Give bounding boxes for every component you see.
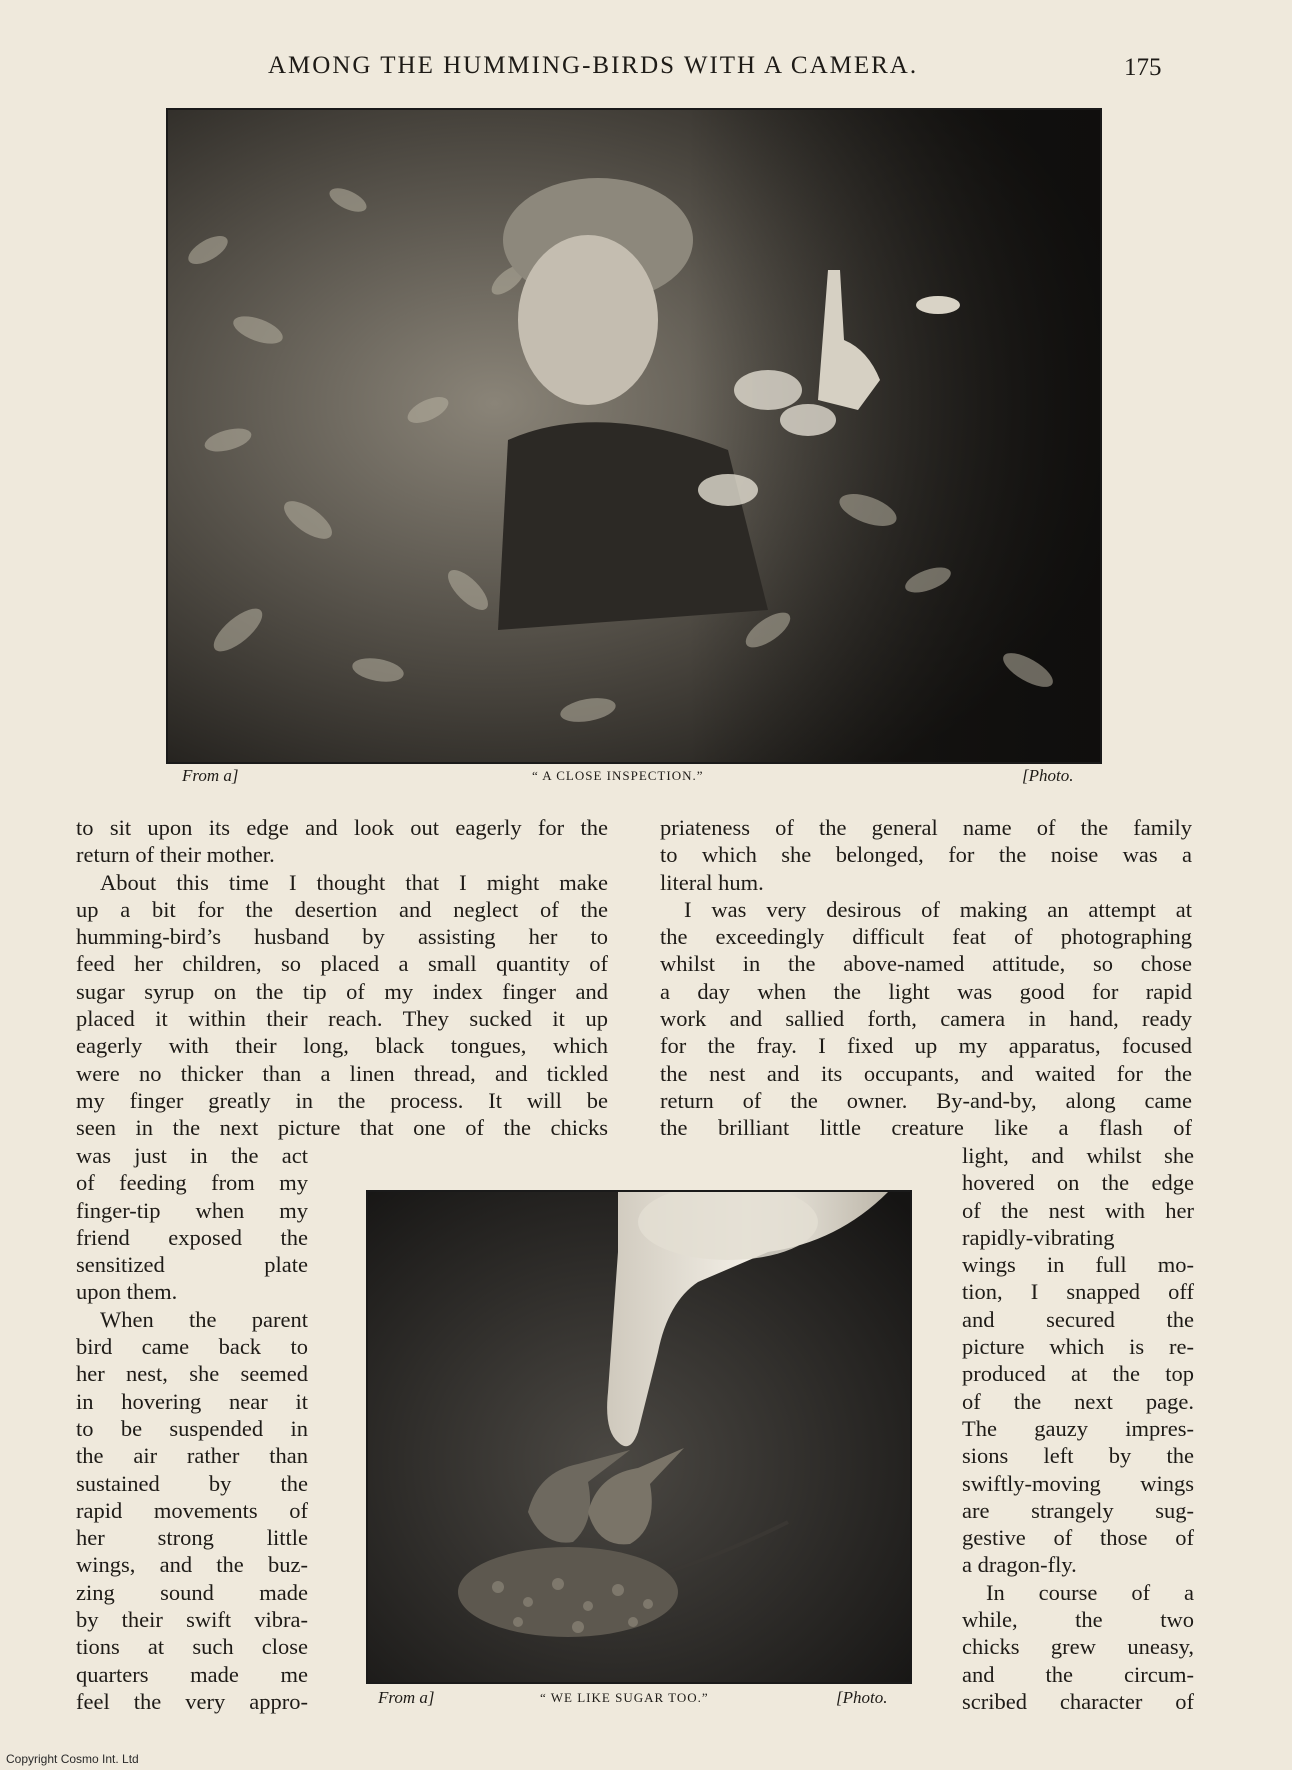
text-line: hovered on the edge <box>962 1170 1194 1196</box>
text-line: to be suspended in <box>76 1415 308 1441</box>
figure1-caption-title: “ A CLOSE INSPECTION.” <box>532 768 704 783</box>
text-line: feed her children, so placed a small quantity of <box>76 951 608 977</box>
text-line: chicks grew uneasy, <box>962 1634 1194 1660</box>
text-line: upon them. <box>76 1279 178 1305</box>
text-line: The gauzy impres- <box>962 1415 1194 1441</box>
text-line: to sit upon its edge and look out eagerly for the <box>76 815 608 840</box>
text-line: was just in the act <box>76 1143 308 1168</box>
text-line: zing sound made <box>76 1579 308 1605</box>
text-line: sugar syrup on the tip of my index finger and <box>76 978 608 1004</box>
text-line: rapid movements of <box>76 1497 308 1523</box>
text-line: In course of a <box>986 1579 1194 1605</box>
text-line: whilst in the above-named attitude, so chose <box>660 951 1192 977</box>
text-line: were no thicker than a linen thread, and tickled <box>76 1060 608 1086</box>
text-line: the brilliant little creature like a flash of <box>660 1115 1192 1141</box>
text-line: to which she belonged, for the noise was a <box>660 842 1192 868</box>
text-line: and the circum- <box>962 1661 1194 1687</box>
text-line: seen in the next picture that one of the chicks <box>76 1115 608 1141</box>
text-line: When the parent <box>100 1306 308 1332</box>
text-line: for the fray. I fixed up my apparatus, focused <box>660 1033 1192 1059</box>
text-line: my finger greatly in the process. It will be <box>76 1087 608 1113</box>
text-line: light, and whilst she <box>962 1143 1194 1168</box>
copyright-notice: Copyright Cosmo Int. Ltd <box>6 1752 139 1766</box>
text-line: of feeding from my <box>76 1170 308 1196</box>
text-line: I was very desirous of making an attempt at <box>684 896 1192 922</box>
text-line: feel the very appro- <box>76 1688 308 1714</box>
text-line: placed it within their reach. They sucked it up <box>76 1006 608 1032</box>
text-line: rapidly-vibrating <box>962 1224 1115 1250</box>
text-line: tions at such close <box>76 1634 308 1660</box>
text-line: by their swift vibra- <box>76 1607 308 1633</box>
text-line: scribed character of <box>962 1688 1194 1714</box>
left-narrow-text <box>76 1142 308 1715</box>
running-title: AMONG THE HUMMING-BIRDS WITH A CAMERA. <box>268 52 919 79</box>
text-line: tion, I snapped off <box>962 1279 1194 1305</box>
text-line: friend exposed the <box>76 1224 308 1250</box>
figure2-caption-title: “ WE LIKE SUGAR TOO.” <box>540 1690 709 1705</box>
right-narrow-text <box>962 1142 1194 1715</box>
text-line: About this time I thought that I might make <box>100 869 608 895</box>
text-line: gestive of those of <box>962 1525 1194 1551</box>
text-line: sustained by the <box>76 1470 308 1496</box>
text-line: bird came back to <box>76 1334 308 1360</box>
text-line: sions left by the <box>962 1443 1194 1469</box>
text-line: humming-bird’s husband by assisting her to <box>76 924 608 950</box>
text-line: wings, and the buz- <box>76 1552 308 1578</box>
text-line: the air rather than <box>76 1443 308 1469</box>
text-line: return of the owner. By-and-by, along came <box>660 1087 1192 1113</box>
text-line: picture which is re- <box>962 1334 1194 1360</box>
text-line: work and sallied forth, camera in hand, ready <box>660 1006 1192 1032</box>
text-line: eagerly with their long, black tongues, which <box>76 1033 608 1059</box>
text-line: her nest, she seemed <box>76 1361 308 1387</box>
text-line: up a bit for the desertion and neglect of the <box>76 896 608 922</box>
text-line: quarters made me <box>76 1661 308 1687</box>
page-number: 175 <box>1124 54 1162 81</box>
photo-close-inspection <box>166 108 1102 764</box>
page-header <box>0 52 1292 92</box>
text-line: are strangely sug- <box>962 1497 1194 1523</box>
text-line: wings in full mo- <box>962 1252 1194 1278</box>
text-line: her strong little <box>76 1525 308 1551</box>
figure1-caption-source: From a] <box>182 766 239 785</box>
right-column-text <box>660 814 1192 1142</box>
left-column-text <box>76 814 608 1142</box>
text-line: sensitized plate <box>76 1252 308 1278</box>
text-line: of the next page. <box>962 1388 1194 1414</box>
text-line: a dragon-fly. <box>962 1552 1077 1578</box>
text-line: while, the two <box>962 1607 1194 1633</box>
photo-we-like-sugar-too <box>366 1190 912 1684</box>
text-line: in hovering near it <box>76 1388 308 1414</box>
text-line: literal hum. <box>660 869 764 895</box>
text-line: swiftly-moving wings <box>962 1470 1194 1496</box>
text-line: the exceedingly difficult feat of photographing <box>660 924 1192 950</box>
text-line: finger-tip when my <box>76 1197 308 1223</box>
text-line: the nest and its occupants, and waited for the <box>660 1060 1192 1086</box>
text-line: produced at the top <box>962 1361 1194 1387</box>
text-line: and secured the <box>962 1306 1194 1332</box>
text-line: of the nest with her <box>962 1197 1194 1223</box>
figure2-caption-credit: [Photo. <box>836 1688 888 1707</box>
text-line: return of their mother. <box>76 842 275 868</box>
text-line: priateness of the general name of the family <box>660 815 1192 840</box>
figure2-caption-source: From a] <box>378 1688 435 1707</box>
figure1-caption-credit: [Photo. <box>1022 766 1074 785</box>
text-line: a day when the light was good for rapid <box>660 978 1192 1004</box>
